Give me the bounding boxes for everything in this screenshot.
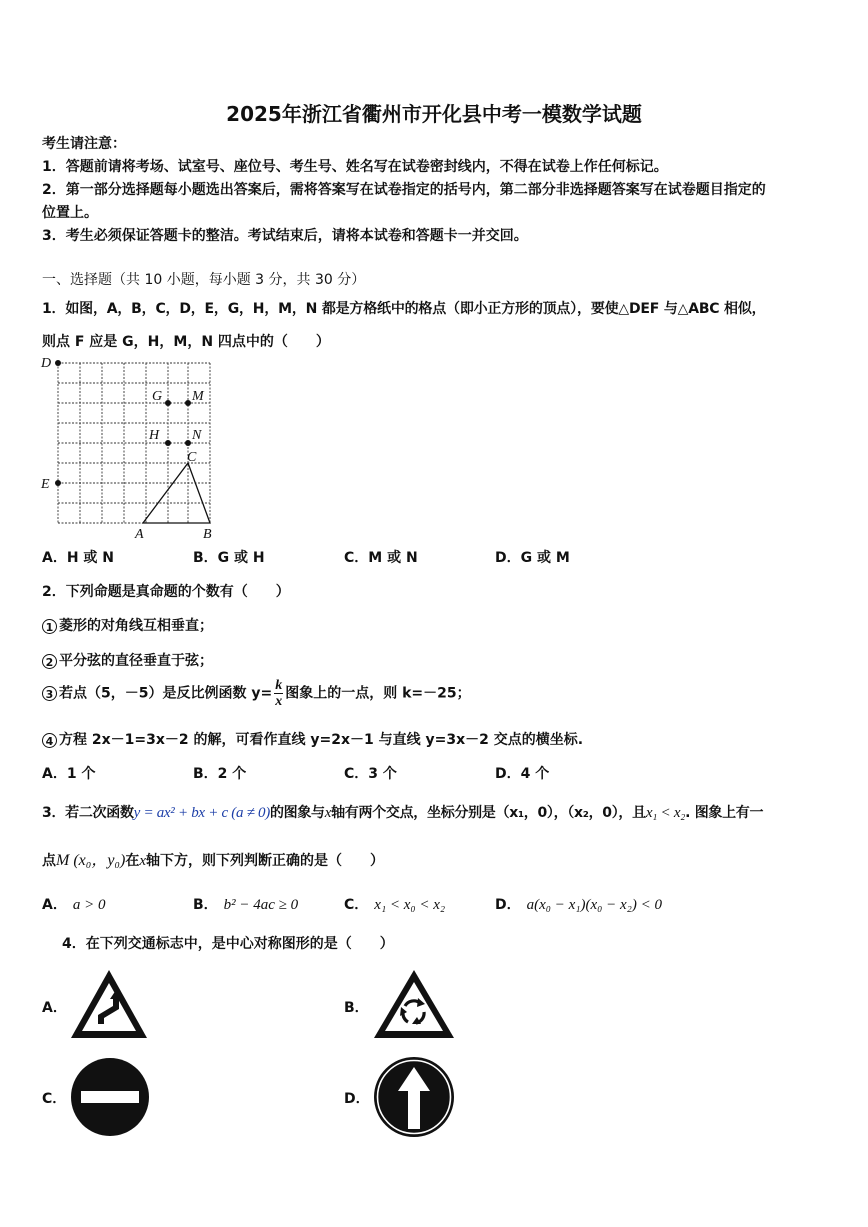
notice-heading: 考生请注意： xyxy=(42,136,126,152)
circled-number: 3 xyxy=(42,686,57,701)
q1-stem-line2: 则点 F 应是 G，H，M，N 四点中的（ ） xyxy=(42,334,330,350)
q1-grid-figure xyxy=(38,352,218,542)
q3-option-c: C． x₁ < x₀ < x₂ xyxy=(344,897,446,913)
label-a: A xyxy=(135,527,144,542)
q2-option-a: A．1 个 xyxy=(42,766,96,782)
notice-item-2-cont: 位置上。 xyxy=(42,205,98,221)
quadratic-function: y = ax² + bx + c (a ≠ 0) xyxy=(133,805,270,821)
fraction-k-over-x: $\frac{k}{x}$ xyxy=(275,678,283,709)
q4-label-c: C． xyxy=(42,1091,67,1107)
double-bend-sign-icon xyxy=(68,966,150,1044)
notice-item-1: 1．答题前请将考场、试室号、座位号、考生号、姓名写在试卷密封线内，不得在试卷上作任何标记。 xyxy=(42,159,668,175)
q2-statement-1: 1 菱形的对角线互相垂直； xyxy=(42,615,213,635)
q4-label-a: A． xyxy=(42,1000,67,1016)
q3-option-a: A． a > 0 xyxy=(42,897,106,913)
point-h xyxy=(165,440,171,446)
q2-stem: 2．下列命题是真命题的个数有（ ） xyxy=(42,584,290,600)
q4-stem: 4．在下列交通标志中，是中心对称图形的是（ ） xyxy=(62,936,394,952)
point-d xyxy=(55,360,61,366)
q3-stem-line2: 点M (x₀，y₀)在x轴下方，则下列判断正确的是（ ） xyxy=(42,852,384,869)
label-g: G xyxy=(152,389,163,404)
q2-statement-4: 4 方程 2x－1=3x－2 的解，可看作直线 y=2x－1 与直线 y=3x－2 交点的横坐标. xyxy=(42,729,583,749)
point-m xyxy=(185,400,191,406)
q2-statement-3: 3 若点（5，－5）是反比例函数 y= $\frac{k}{x}$ 图象上的一点，则 k=－25； xyxy=(42,678,471,709)
point-m-coords: M (x₀，y₀) xyxy=(56,852,126,869)
q4-label-b: B． xyxy=(344,1000,369,1016)
page-title: 2025年浙江省衢州市开化县中考一模数学试题 xyxy=(226,102,642,126)
q2-option-b: B．2 个 xyxy=(193,766,247,782)
q3-option-d: D． a(x₀ − x₁)(x₀ − x₂) < 0 xyxy=(495,897,662,913)
q4-label-d: D． xyxy=(344,1091,370,1107)
roundabout-sign-icon xyxy=(370,966,458,1044)
no-entry-sign-icon xyxy=(68,1057,154,1139)
label-c: C xyxy=(187,450,197,465)
q1-option-b: B．G 或 H xyxy=(193,550,265,566)
label-m: M xyxy=(192,389,204,404)
q2-option-d: D．4 个 xyxy=(495,766,550,782)
circled-number: 1 xyxy=(42,619,57,634)
label-d: D xyxy=(41,356,52,371)
q3-option-b: B． b² − 4ac ≥ 0 xyxy=(193,897,299,913)
circled-number: 4 xyxy=(42,733,57,748)
label-e: E xyxy=(41,477,50,492)
triangle-abc xyxy=(143,463,210,523)
circled-number: 2 xyxy=(42,654,57,669)
point-n xyxy=(185,440,191,446)
q1-option-c: C．M 或 N xyxy=(344,550,418,566)
q2-option-c: C．3 个 xyxy=(344,766,397,782)
q2-statement-2: 2 平分弦的直径垂直于弦； xyxy=(42,650,213,670)
notice-item-3: 3．考生必须保证答题卡的整洁。考试结束后，请将本试卷和答题卡一并交回。 xyxy=(42,228,528,244)
q1-option-d: D．G 或 M xyxy=(495,550,570,566)
point-g xyxy=(165,400,171,406)
q1-option-a: A．H 或 N xyxy=(42,550,115,566)
point-e xyxy=(55,480,61,486)
notice-item-2: 2．第一部分选择题每小题选出答案后，需将答案写在试卷指定的括号内，第二部分非选择题答案写在试卷题目指定的 xyxy=(42,182,766,198)
q3-stem-line1: 3．若二次函数y = ax² + bx + c (a ≠ 0)的图象与x轴有两个交点，坐标分别是（x₁，0），（x₂，0），且x₁ < x₂. 图象上有一 xyxy=(42,805,764,821)
label-b: B xyxy=(203,527,212,542)
section-heading: 一、选择题（共 10 小题，每小题 3 分，共 30 分） xyxy=(42,272,366,288)
label-h: H xyxy=(149,428,160,443)
straight-ahead-sign-icon xyxy=(370,1057,458,1139)
q1-stem-line1: 1．如图，A，B，C，D，E，G，H，M，N 都是方格纸中的格点（即小正方形的顶点），要使△DEF 与△ABC 相似， xyxy=(42,301,766,317)
label-n: N xyxy=(192,428,202,443)
